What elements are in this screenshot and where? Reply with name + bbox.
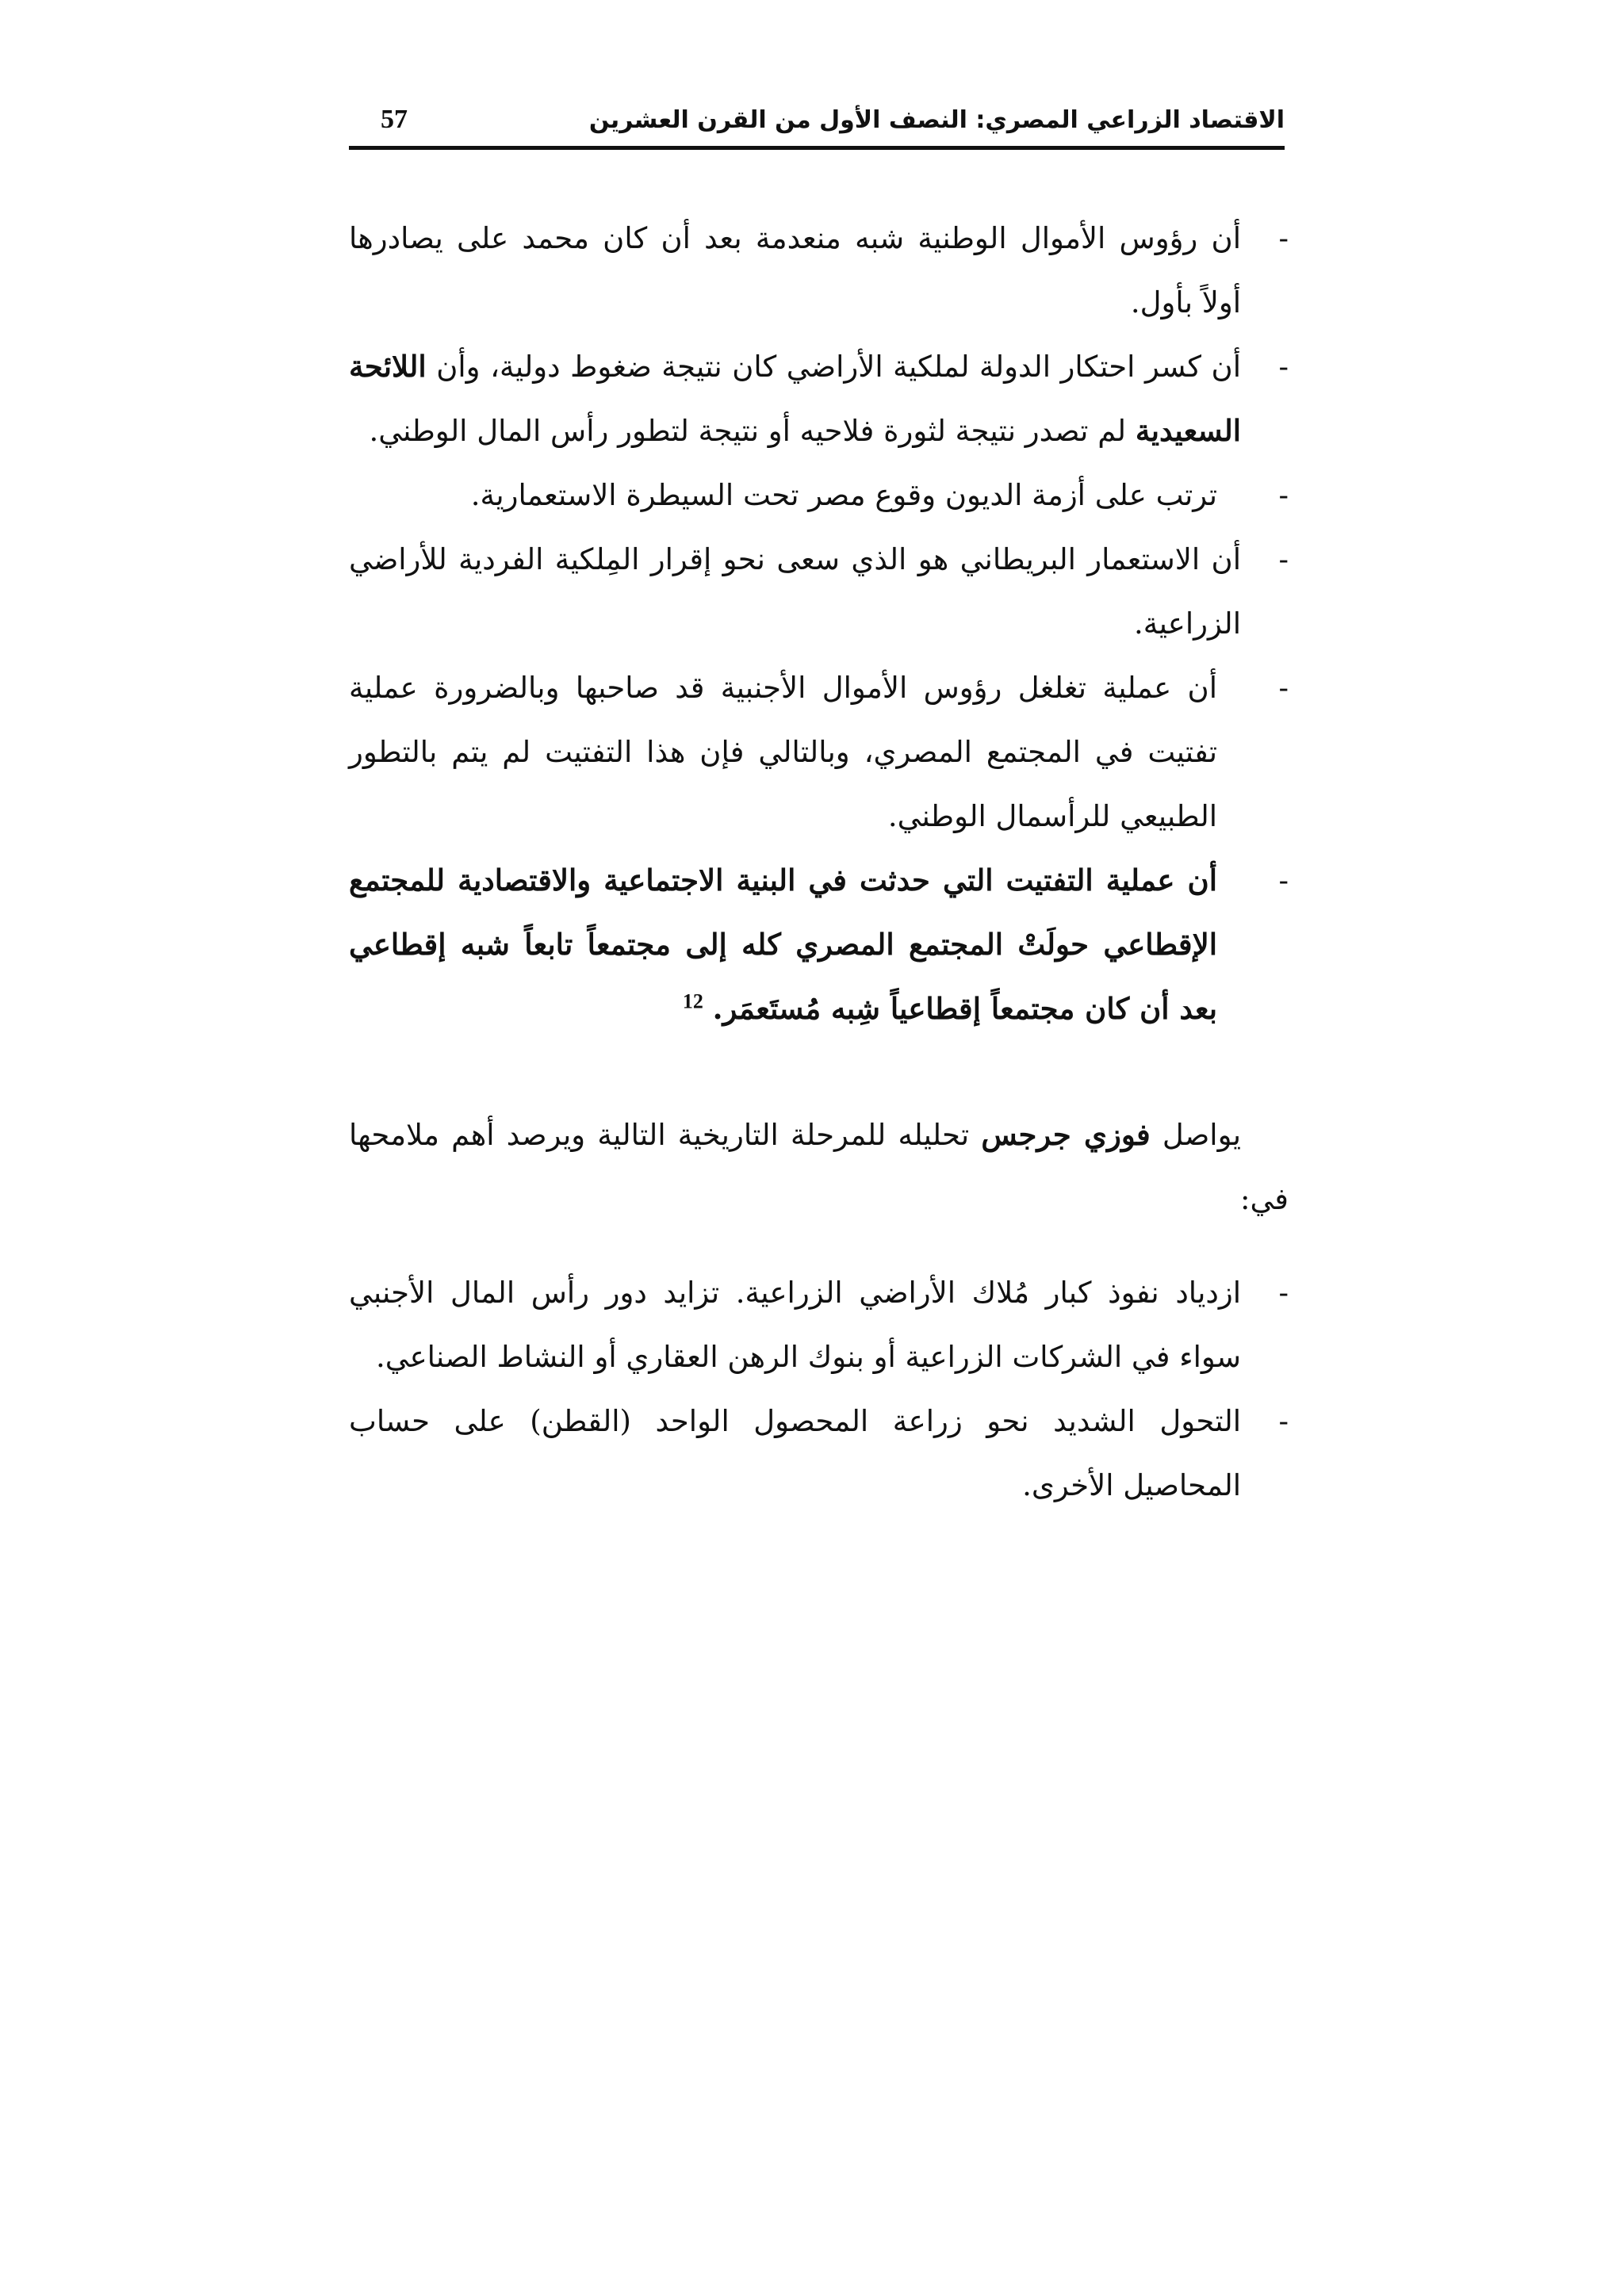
bullet-dash: - <box>1278 1404 1289 1438</box>
list-item <box>349 206 1289 335</box>
body-paragraph <box>349 1103 1289 1231</box>
list-item <box>349 335 1289 463</box>
bullet-list <box>349 206 1289 1041</box>
list-item <box>349 656 1289 848</box>
list-item <box>349 463 1289 527</box>
bullet-dash: - <box>1278 542 1289 576</box>
bullet-dash: - <box>1278 350 1289 384</box>
page-number: 57 <box>381 105 408 134</box>
author-name: فوزي جرجس <box>981 1117 1151 1152</box>
list-item <box>349 1261 1289 1389</box>
list-item-text: أن رؤوس الأموال الوطنية شبه منعدمة بعد أن كان محمد على يصادرها أولاً بأول. <box>349 221 1241 320</box>
list-item <box>349 527 1289 656</box>
bullet-dash: - <box>1278 221 1289 255</box>
list-item-text: أن كسر احتكار الدولة لملكية الأراضي كان نتيجة ضغوط دولية، وأن <box>426 350 1241 384</box>
list-item-text: ترتب على أزمة الديون وقوع مصر تحت السيطرة الاستعمارية. <box>470 478 1217 512</box>
list-item-text: أن عملية تغلغل رؤوس الأموال الأجنبية قد صاحبها وبالضرورة عملية تفتيت في المجتمع المصري، وبالتالي فإن هذا التفتيت لم يتم بالتطور الطبيعي للرأسمال الوطني. <box>349 671 1217 833</box>
paragraph-text: يواصل <box>1150 1118 1241 1152</box>
paragraph-text: تحليله للمرحلة التاريخية التالية ويرصد أهم ملامحها في: <box>349 1118 1289 1216</box>
list-item-bold-text: أن عملية التفتيت التي حدثت في البنية الاجتماعية والاقتصادية للمجتمع الإقطاعي حولَتْ المجتمع المصري كله إلى مجتمعاً تابعاً شبه إقطاعي بعد أن كان مجتمعاً إقطاعياً شِبه مُستَعمَر. <box>349 863 1217 1026</box>
footnote-marker[interactable]: 12 <box>682 989 703 1013</box>
list-item <box>349 1389 1289 1517</box>
running-header <box>349 101 1285 149</box>
bullet-dash: - <box>1278 1276 1289 1310</box>
header-rule <box>349 146 1285 150</box>
list-item-text: التحول الشديد نحو زراعة المحصول الواحد (القطن) على حساب المحاصيل الأخرى. <box>349 1404 1241 1502</box>
list-item-text: لم تصدر نتيجة لثورة فلاحيه أو نتيجة لتطور رأس المال الوطني. <box>369 414 1136 448</box>
bullet-list-2 <box>349 1261 1289 1517</box>
list-item-bold-term: اللائحة السعيدية <box>349 349 1241 448</box>
body-text <box>349 206 1289 1517</box>
list-item-text: ازدياد نفوذ كبار مُلاك الأراضي الزراعية. تزايد دور رأس المال الأجنبي سواء في الشركات الزراعية أو بنوك الرهن العقاري أو النشاط الصناعي. <box>349 1276 1241 1374</box>
list-item-text: أن الاستعمار البريطاني هو الذي سعى نحو إقرار المِلكية الفردية للأراضي الزراعية. <box>349 542 1241 641</box>
bullet-dash: - <box>1278 478 1289 512</box>
header-title: الاقتصاد الزراعي المصري: النصف الأول من القرن العشرين <box>588 106 1285 134</box>
list-item <box>349 848 1289 1041</box>
bullet-dash: - <box>1278 671 1289 705</box>
bullet-dash: - <box>1278 863 1289 897</box>
